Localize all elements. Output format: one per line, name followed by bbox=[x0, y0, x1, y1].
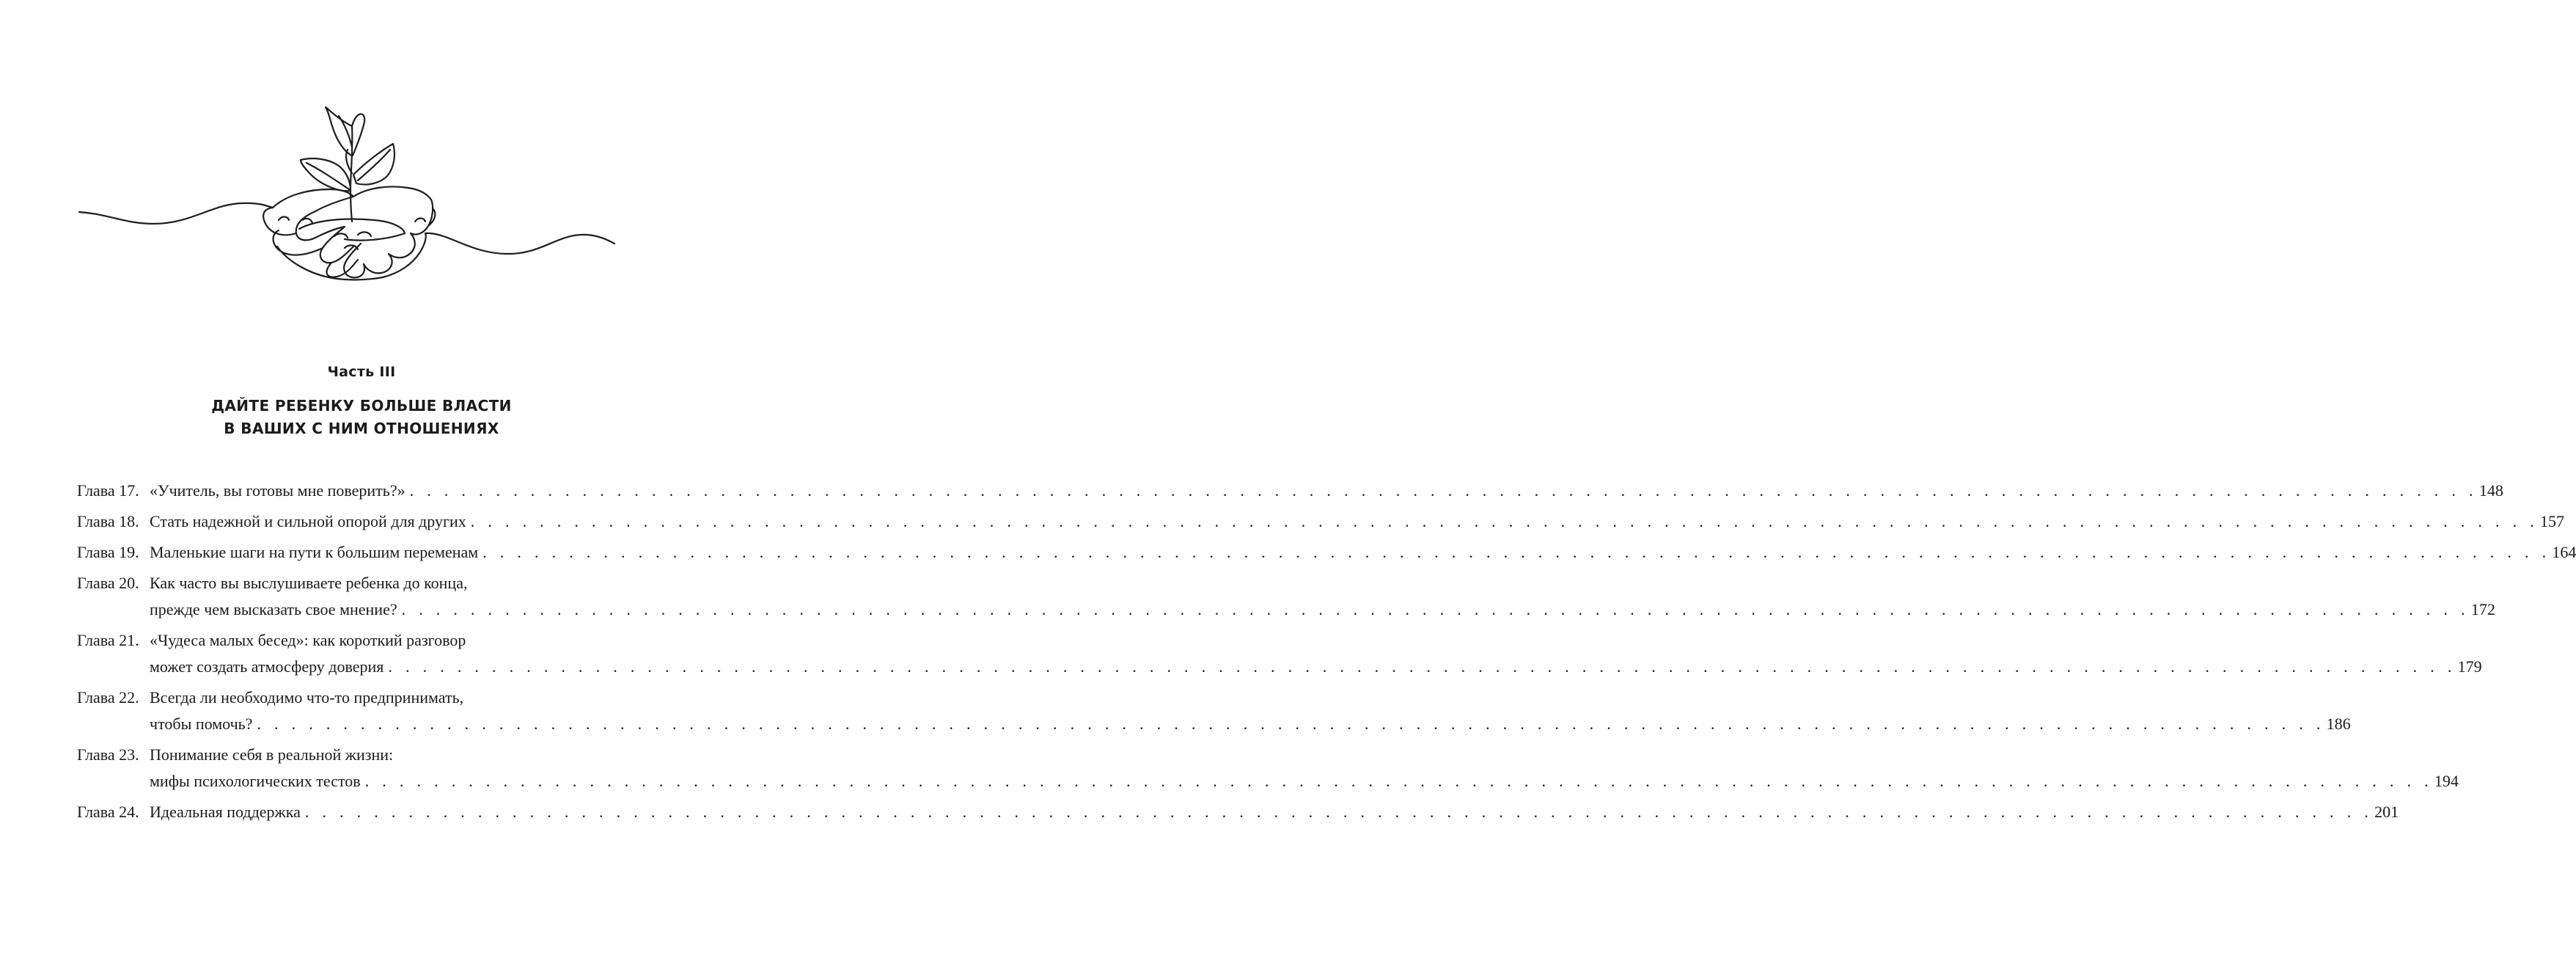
chapter-title-line: чтобы помочь? bbox=[150, 715, 253, 733]
chapter-number: Глава 22. bbox=[77, 688, 139, 706]
page-number: 186 bbox=[2326, 715, 2351, 733]
dot-leader: . . . . . . . . . . . . . . . . . . . . . . . . . . . . . . . . . . . . . . . . . . . . . . . . . . . . . . . . . . . . . . . . . . . . . . . . . . . . . . . . . . . . . . . . . . . . . . . . . . . . . . . . . . . . . . . . . . . . . . . . bbox=[304, 803, 2374, 821]
part-title-line: В ВАШИХ С НИМ ОТНОШЕНИЯХ bbox=[224, 420, 499, 437]
toc-entry[interactable] bbox=[77, 570, 2495, 623]
toc-entry[interactable] bbox=[77, 799, 2399, 825]
chapter-title-line: «Чудеса малых бесед»: как короткий разговор bbox=[150, 631, 466, 649]
toc-entry[interactable] bbox=[77, 539, 2576, 566]
sprout-leaf-right bbox=[353, 144, 395, 185]
page-number: 172 bbox=[2470, 600, 2495, 618]
chapter-title bbox=[150, 684, 2351, 737]
chapter-title-line: Стать надежной и сильной опорой для других bbox=[150, 512, 466, 530]
chapter-title-line: Как часто вы выслушиваете ребенка до конца, bbox=[150, 574, 468, 592]
chapter-title-line: «Учитель, вы готовы мне поверить?» bbox=[150, 481, 406, 500]
chapter-number: Глава 21. bbox=[77, 631, 139, 649]
page-number: 201 bbox=[2374, 803, 2399, 821]
chapter-title bbox=[150, 508, 2564, 535]
chapter-title-line: Понимание себя в реальной жизни: bbox=[150, 745, 394, 764]
page-number: 194 bbox=[2434, 772, 2459, 790]
hands-holding-sprout-icon bbox=[0, 0, 723, 308]
dot-leader: . . . . . . . . . . . . . . . . . . . . . . . . . . . . . . . . . . . . . . . . . . . . . . . . . . . . . . . . . . . . . . . . . . . . . . . . . . . . . . . . . . . . . . . . . . . . . . . . . . . . . . . . . . . . . . . . . . . . . . . . bbox=[409, 481, 2478, 500]
dot-leader: . . . . . . . . . . . . . . . . . . . . . . . . . . . . . . . . . . . . . . . . . . . . . . . . . . . . . . . . . . . . . . . . . . . . . . . . . . . . . . . . . . . . . . . . . . . . . . . . . . . . . . . . . . . . . . . . . . . . . . . . bbox=[364, 772, 2433, 790]
dot-leader: . . . . . . . . . . . . . . . . . . . . . . . . . . . . . . . . . . . . . . . . . . . . . . . . . . . . . . . . . . . . . . . . . . . . . . . . . . . . . . . . . . . . . . . . . . . . . . . . . . . . . . . . . . . . . . . . . . . . . . . . bbox=[470, 512, 2539, 530]
toc-entry[interactable] bbox=[77, 508, 2564, 535]
toc-entry[interactable] bbox=[77, 742, 2459, 795]
chapter-title-line: может создать атмосферу доверия bbox=[150, 657, 384, 676]
toc-entry[interactable] bbox=[77, 627, 2482, 680]
chapter-title-line: Всегда ли необходимо что-то предпринимать, bbox=[150, 688, 464, 706]
chapter-number: Глава 17. bbox=[77, 481, 139, 500]
horizon-line-right bbox=[425, 233, 614, 254]
page-number: 179 bbox=[2457, 657, 2482, 676]
sprout-leaf-left bbox=[301, 158, 351, 191]
chapter-title bbox=[150, 570, 2495, 623]
chapter-title-line: прежде чем высказать свое мнение? bbox=[150, 600, 397, 618]
toc-entry[interactable] bbox=[77, 684, 2351, 737]
page-number: 148 bbox=[2478, 481, 2503, 500]
part-title bbox=[0, 395, 723, 440]
chapter-title-line: Идеальная поддержка bbox=[150, 803, 301, 821]
part-title-line: ДАЙТЕ РЕБЕНКУ БОЛЬШЕ ВЛАСТИ bbox=[211, 397, 512, 415]
toc-entry[interactable] bbox=[77, 478, 2503, 504]
chapter-number: Глава 23. bbox=[77, 745, 139, 764]
page-number: 164 bbox=[2552, 543, 2576, 561]
chapter-title-line: Маленькие шаги на пути к большим переменам bbox=[150, 543, 479, 561]
chapter-number: Глава 20. bbox=[77, 574, 139, 592]
chapter-title bbox=[150, 478, 2503, 504]
sprout-leaf-top bbox=[326, 107, 364, 156]
soil-mound bbox=[299, 219, 405, 250]
dot-leader: . . . . . . . . . . . . . . . . . . . . . . . . . . . . . . . . . . . . . . . . . . . . . . . . . . . . . . . . . . . . . . . . . . . . . . . . . . . . . . . . . . . . . . . . . . . . . . . . . . . . . . . . . . . . . . . . . . . . . . . . bbox=[388, 657, 2456, 676]
part-label: Часть III bbox=[327, 364, 396, 380]
table-of-contents bbox=[77, 478, 2576, 830]
dot-leader: . . . . . . . . . . . . . . . . . . . . . . . . . . . . . . . . . . . . . . . . . . . . . . . . . . . . . . . . . . . . . . . . . . . . . . . . . . . . . . . . . . . . . . . . . . . . . . . . . . . . . . . . . . . . . . . . . . . . . . . . bbox=[482, 543, 2551, 561]
right-hand bbox=[344, 187, 435, 278]
dot-leader: . . . . . . . . . . . . . . . . . . . . . . . . . . . . . . . . . . . . . . . . . . . . . . . . . . . . . . . . . . . . . . . . . . . . . . . . . . . . . . . . . . . . . . . . . . . . . . . . . . . . . . . . . . . . . . . . . . . . . . . . bbox=[257, 715, 2325, 733]
chapter-title bbox=[150, 539, 2576, 566]
chapter-number: Глава 18. bbox=[77, 512, 139, 530]
chapter-title bbox=[150, 627, 2482, 680]
chapter-number: Глава 19. bbox=[77, 543, 139, 561]
dot-leader: . . . . . . . . . . . . . . . . . . . . . . . . . . . . . . . . . . . . . . . . . . . . . . . . . . . . . . . . . . . . . . . . . . . . . . . . . . . . . . . . . . . . . . . . . . . . . . . . . . . . . . . . . . . . . . . . . . . . . . . . bbox=[401, 600, 2470, 618]
page-number: 157 bbox=[2539, 512, 2564, 530]
chapter-number: Глава 24. bbox=[77, 803, 139, 821]
chapter-title bbox=[150, 799, 2399, 825]
horizon-line-left bbox=[79, 203, 273, 224]
chapter-title bbox=[150, 742, 2459, 795]
chapter-title-line: мифы психологических тестов bbox=[150, 772, 361, 790]
